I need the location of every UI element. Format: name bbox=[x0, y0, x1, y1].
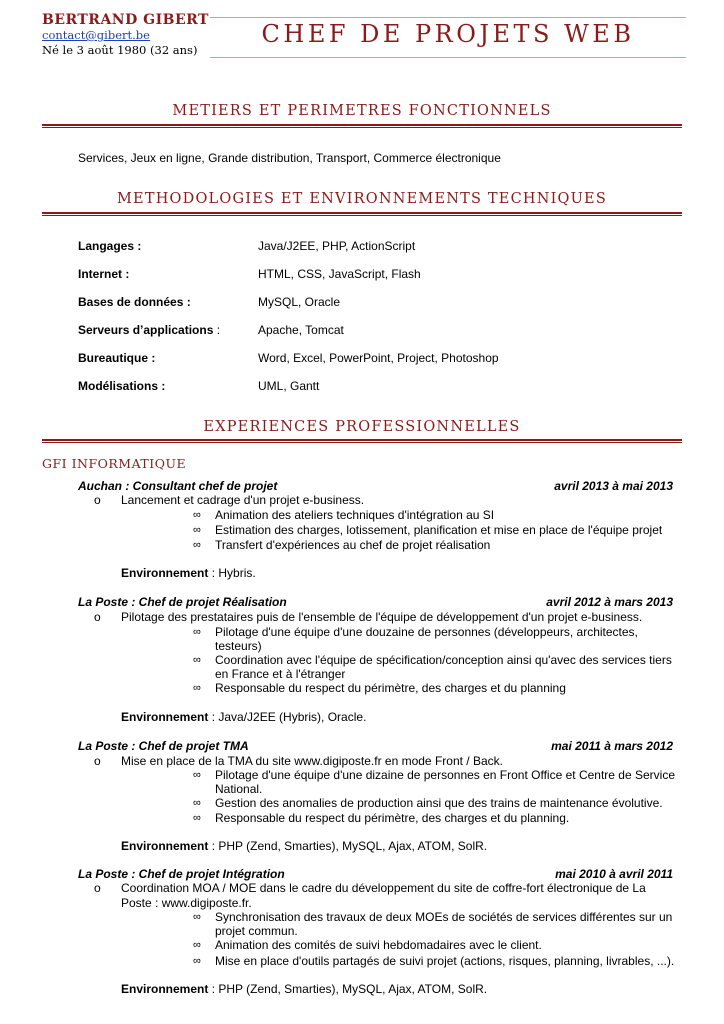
job-task-item: Pilotage d'une équipe d'une dizaine de personnes en Front Office et Centre de Service National. bbox=[215, 768, 675, 796]
bullet-infinity-icon: ∞ bbox=[193, 939, 201, 951]
env-label: Environnement bbox=[121, 839, 209, 853]
email-link[interactable]: contact@gibert.be bbox=[42, 28, 150, 42]
tech-value-bureautique: Word, Excel, PowerPoint, Project, Photoshop bbox=[258, 351, 499, 365]
env-value: : PHP (Zend, Smarties), MySQL, Ajax, ATOM, SolR. bbox=[208, 982, 488, 996]
tech-value-serveurs: Apache, Tomcat bbox=[258, 323, 344, 337]
job-task-item: Transfert d'expériences au chef de projet réalisation bbox=[215, 538, 491, 552]
env-value: : PHP (Zend, Smarties), MySQL, Ajax, ATOM, SolR. bbox=[208, 839, 488, 853]
bullet-circle-icon: o bbox=[94, 493, 101, 507]
domains-text: Services, Jeux en ligne, Grande distribution, Transport, Commerce électronique bbox=[78, 151, 501, 165]
tech-label-modelisations: Modélisations : bbox=[78, 379, 166, 393]
job-environment bbox=[121, 566, 256, 580]
bullet-infinity-icon: ∞ bbox=[193, 955, 201, 967]
job-main-task: Mise en place de la TMA du site www.digiposte.fr en mode Front / Back. bbox=[121, 754, 503, 768]
job-dates: mai 2011 à mars 2012 bbox=[551, 739, 673, 753]
job-title: La Poste : Chef de projet Intégration bbox=[78, 867, 285, 881]
bullet-circle-icon: o bbox=[94, 610, 101, 624]
tech-label-serveurs-suffix: : bbox=[213, 323, 221, 337]
job-title-heading: CHEF DE PROJETS WEB bbox=[261, 20, 635, 48]
env-label: Environnement bbox=[121, 710, 209, 724]
env-label: Environnement bbox=[121, 566, 209, 580]
section-rule bbox=[42, 124, 682, 128]
bullet-infinity-icon: ∞ bbox=[193, 797, 201, 809]
job-task-item: Mise en place d'outils partagés de suivi projet (actions, risques, planning, livrables, ...). bbox=[215, 954, 675, 968]
env-value: : Hybris. bbox=[208, 566, 256, 580]
section-rule bbox=[42, 212, 682, 216]
header-top-rule bbox=[210, 17, 686, 18]
bullet-infinity-icon: ∞ bbox=[193, 539, 201, 551]
job-title: Auchan : Consultant chef de projet bbox=[78, 479, 278, 493]
job-dates: avril 2012 à mars 2013 bbox=[546, 595, 673, 609]
job-task-item: Gestion des anomalies de production ainsi que des trains de maintenance évolutive. bbox=[215, 796, 663, 810]
bullet-infinity-icon: ∞ bbox=[193, 524, 201, 536]
job-dates: mai 2010 à avril 2011 bbox=[555, 867, 673, 881]
job-main-task: Pilotage des prestataires puis de l'ensemble de l'équipe de développement d'un projet e-business. bbox=[121, 610, 643, 624]
env-value: : Java/J2EE (Hybris), Oracle. bbox=[208, 710, 367, 724]
job-title: La Poste : Chef de projet TMA bbox=[78, 739, 249, 753]
birth-info: Né le 3 août 1980 (32 ans) bbox=[42, 43, 198, 57]
job-title: La Poste : Chef de projet Réalisation bbox=[78, 595, 287, 609]
section-title-experiences: EXPERIENCES PROFESSIONNELLES bbox=[203, 419, 521, 435]
job-task-item: Animation des ateliers techniques d'intégration au SI bbox=[215, 508, 495, 522]
tech-label-serveurs-wrap bbox=[78, 323, 220, 337]
tech-label-bases: Bases de données : bbox=[78, 295, 191, 309]
job-task-item: Coordination avec l'équipe de spécification/conception ainsi qu'avec des services tiers en France et à l'étranger bbox=[215, 653, 672, 681]
job-task-item: Synchronisation des travaux de deux MOEs de sociétés de services différentes sur un projet commun. bbox=[215, 910, 673, 938]
header-bottom-rule bbox=[210, 57, 686, 58]
job-main-task: Coordination MOA / MOE dans le cadre du développement du site de coffre-fort électronique de La Poste : www.digiposte.fr. bbox=[121, 881, 646, 910]
job-environment bbox=[121, 982, 487, 996]
bullet-infinity-icon: ∞ bbox=[193, 682, 201, 694]
bullet-circle-icon: o bbox=[94, 754, 101, 768]
bullet-infinity-icon: ∞ bbox=[193, 911, 201, 923]
job-environment bbox=[121, 710, 366, 724]
job-task-item: Estimation des charges, lotissement, planification et mise en place de l'équipe projet bbox=[215, 523, 663, 537]
section-title-metiers: METIERS ET PERIMETRES FONCTIONNELS bbox=[172, 103, 552, 119]
tech-value-langages: Java/J2EE, PHP, ActionScript bbox=[258, 239, 416, 253]
env-label: Environnement bbox=[121, 982, 209, 996]
job-task-item: Responsable du respect du périmètre, des charges et du planning bbox=[215, 681, 566, 695]
bullet-infinity-icon: ∞ bbox=[193, 769, 201, 781]
bullet-infinity-icon: ∞ bbox=[193, 509, 201, 521]
bullet-infinity-icon: ∞ bbox=[193, 654, 201, 666]
job-task-item: Responsable du respect du périmètre, des charges et du planning. bbox=[215, 811, 570, 825]
job-dates: avril 2013 à mai 2013 bbox=[554, 479, 673, 493]
company-name: GFI INFORMATIQUE bbox=[42, 456, 187, 471]
tech-label-langages: Langages : bbox=[78, 239, 142, 253]
job-environment bbox=[121, 839, 487, 853]
bullet-infinity-icon: ∞ bbox=[193, 812, 201, 824]
tech-value-bases: MySQL, Oracle bbox=[258, 295, 341, 309]
job-main-task: Lancement et cadrage d'un projet e-business. bbox=[121, 493, 365, 507]
section-rule bbox=[42, 439, 682, 443]
tech-value-modelisations: UML, Gantt bbox=[258, 379, 320, 393]
tech-value-internet: HTML, CSS, JavaScript, Flash bbox=[258, 267, 421, 281]
job-task-item: Animation des comités de suivi hebdomadaires avec le client. bbox=[215, 938, 542, 952]
bullet-circle-icon: o bbox=[94, 881, 101, 895]
tech-label-internet: Internet : bbox=[78, 267, 130, 281]
tech-label-serveurs: Serveurs d’applications bbox=[78, 323, 214, 337]
bullet-infinity-icon: ∞ bbox=[193, 626, 201, 638]
candidate-name: BERTRAND GIBERT bbox=[42, 12, 209, 28]
section-title-methodologies: METHODOLOGIES ET ENVIRONNEMENTS TECHNIQUES bbox=[117, 191, 607, 207]
tech-label-bureautique: Bureautique : bbox=[78, 351, 156, 365]
job-task-item: Pilotage d'une équipe d'une douzaine de personnes (développeurs, architectes, testeurs) bbox=[215, 625, 638, 653]
